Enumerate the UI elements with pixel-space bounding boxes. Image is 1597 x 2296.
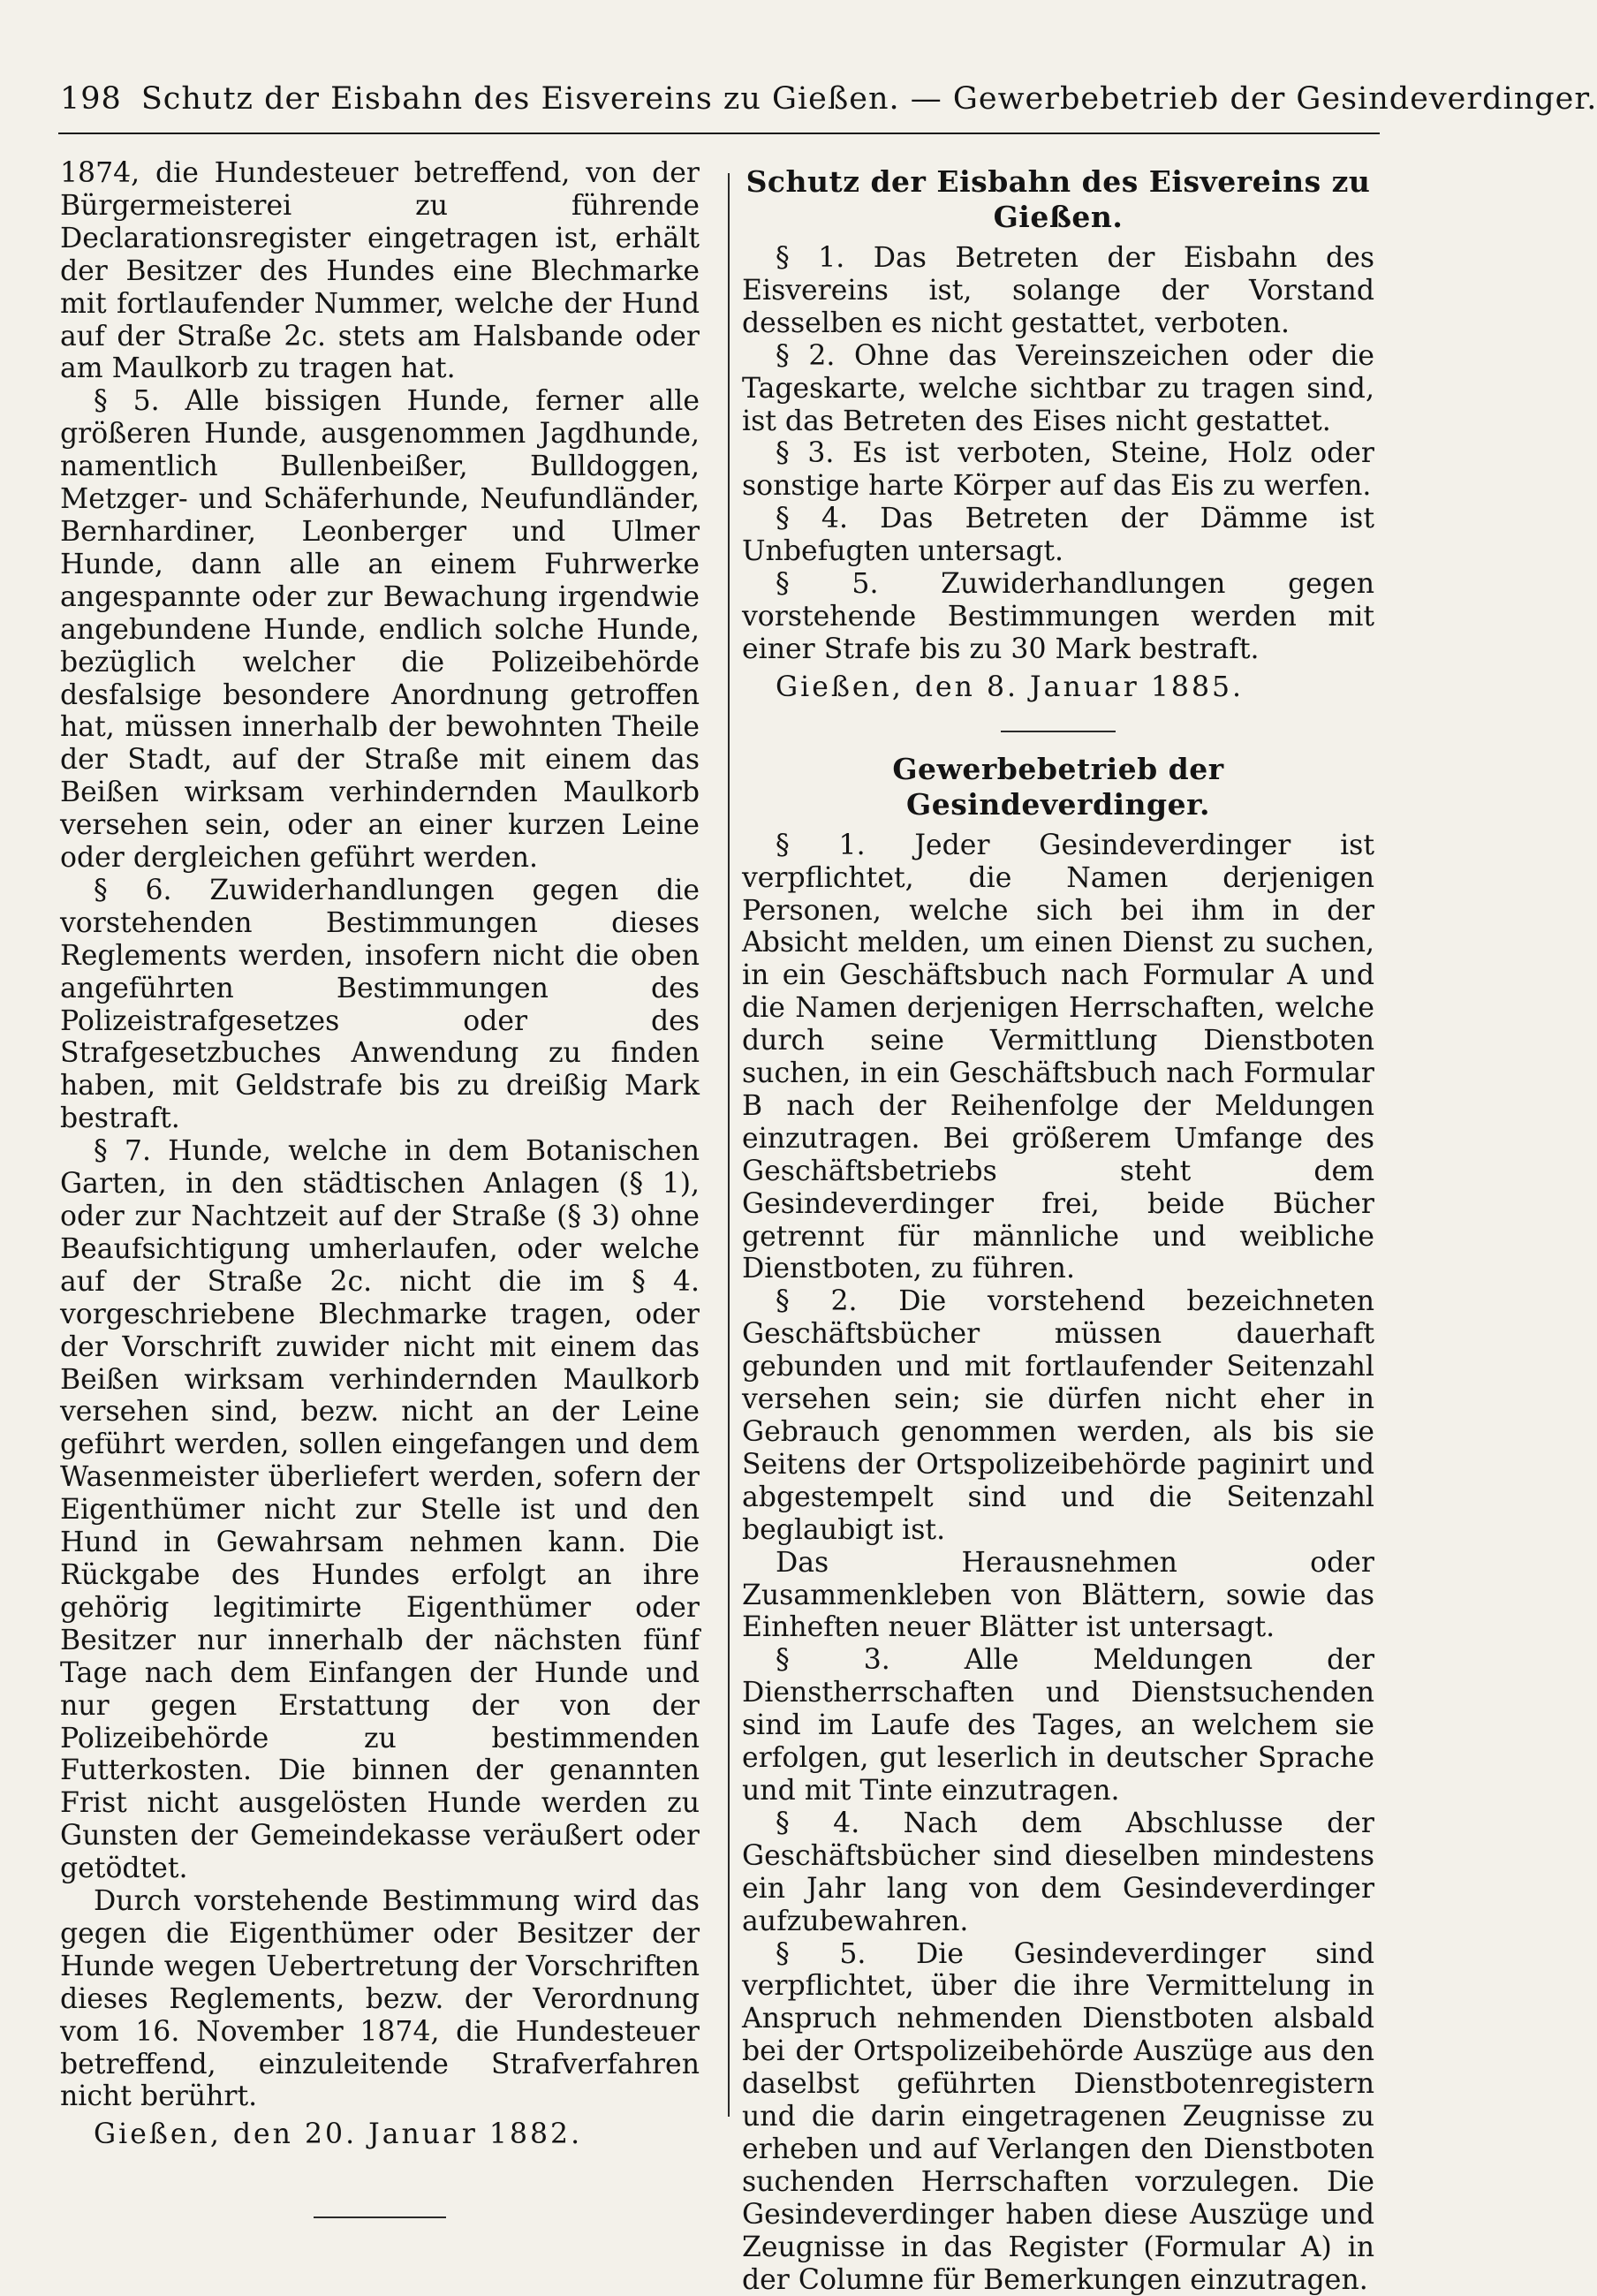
paragraph-section-4: § 4. Das Betreten der Dämme ist Unbefugten untersagt. <box>742 503 1374 568</box>
column-divider <box>728 173 730 2117</box>
paragraph-unnumbered: Das Herausnehmen oder Zusammenkleben von Blättern, sowie das Einheften neuer Blätter ist untersagt. <box>742 1547 1374 1645</box>
paragraph-section-7: § 7. Hunde, welche in dem Botanischen Garten, in den städtischen Anlagen (§ 1), oder zur Nachtzeit auf der Straße (§ 3) ohne Beaufsichtigung umherlaufen, oder welche auf der Straße 2c. nicht die im § 4. vorgeschriebene Blechmarke tragen, oder der Vorschrift zuwider nicht mit einem das Beißen wirksam verhindernden Maulkorb versehen sind, bezw. nicht an der Leine geführt werden, sollen eingefangen und dem Wasenmeister überliefert werden, sofern der Eigenthümer nicht zur Stelle ist und den Hund in Gewahrsam nehmen kann. Die Rückgabe des Hundes erfolgt an ihre gehörig legitimirte Eigenthümer oder Besitzer nur innerhalb der nächsten fünf Tage nach dem Einfangen der Hunde und nur gegen Erstattung der von der Polizeibehörde zu bestimmenden Futterkosten. Die binnen der genannten Frist nicht ausgelösten Hunde werden zu Gunsten der Gemeindekasse veräußert oder getödtet. <box>60 1135 700 1885</box>
section-heading: Gewerbebetrieb der Gesindeverdinger. <box>742 752 1374 822</box>
signature-date: Gießen, den 20. Januar 1882. <box>60 2118 700 2151</box>
paragraph-section-2: § 2. Die vorstehend bezeichneten Geschäftsbücher müssen dauerhaft gebunden und mit fortlaufender Seitenzahl versehen sein; sie dürfen nicht eher in Gebrauch genommen werden, als bis sie Seitens der Ortspolizeibehörde paginirt und abgestempelt sind und die Seitenzahl beglaubigt ist. <box>742 1285 1374 1546</box>
section-heading: Schutz der Eisbahn des Eisvereins zu Gießen. <box>742 164 1374 235</box>
paragraph-section-5: § 5. Zuwiderhandlungen gegen vorstehende Bestimmungen werden mit einer Strafe bis zu 30 Mark bestraft. <box>742 568 1374 666</box>
left-column <box>60 157 700 2218</box>
running-header <box>60 81 1378 117</box>
paragraph-section-5: § 5. Die Gesindeverdinger sind verpflichtet, über die ihre Vermittelung in Anspruch nehmenden Dienstboten alsbald bei der Ortspolizeibehörde Auszüge aus den daselbst geführten Dienstbotenregistern und die darin eingetragenen Zeugnisse zu erheben und auf Verlangen den Dienstboten suchenden Herrschaften vorzulegen. Die Gesindeverdinger haben diese Auszüge und Zeugnisse in das Register (Formular A) in der Columne für Bemerkungen einzutragen. <box>742 1938 1374 2296</box>
paragraph-section-6: § 6. Zuwiderhandlungen gegen die vorstehenden Bestimmungen dieses Reglements werden, insofern nicht die oben angeführten Bestimmungen des Polizeistrafgesetzes oder des Strafgesetzbuches Anwendung zu finden haben, mit Geldstrafe bis zu dreißig Mark bestraft. <box>60 875 700 1135</box>
signature-date: Gießen, den 8. Januar 1885. <box>742 671 1374 704</box>
header-rule <box>58 133 1380 134</box>
paragraph-section-4: § 4. Nach dem Abschlusse der Geschäftsbücher sind dieselben mindestens ein Jahr lang von dem Gesindeverdinger aufzubewahren. <box>742 1807 1374 1938</box>
section-rule <box>1001 731 1116 732</box>
section-rule <box>314 2216 446 2218</box>
paragraph-section-5: § 5. Alle bissigen Hunde, ferner alle größeren Hunde, ausgenommen Jagdhunde, namentlich Bullenbeißer, Bulldoggen, Metzger- und Schäferhunde, Neufundländer, Bernhardiner, Leonberger und Ulmer Hunde, dann alle an einem Fuhrwerke angespannte oder zur Bewachung irgendwie angebundene Hunde, endlich solche Hunde, bezüglich welcher die Polizeibehörde desfalsige besondere Anordnung getroffen hat, müssen innerhalb der bewohnten Theile der Stadt, auf der Straße mit einem das Beißen wirksam verhindernden Maulkorb versehen sein, oder an einer kurzen Leine oder dergleichen geführt werden. <box>60 385 700 875</box>
paragraph-section-3: § 3. Es ist verboten, Steine, Holz oder sonstige harte Körper auf das Eis zu werfen. <box>742 437 1374 503</box>
paragraph-section-3: § 3. Alle Meldungen der Dienstherrschaften und Dienstsuchenden sind im Laufe des Tages, an welchem sie erfolgen, gut leserlich in deutscher Sprache und mit Tinte einzutragen. <box>742 1644 1374 1807</box>
paragraph-closing: Durch vorstehende Bestimmung wird das gegen die Eigenthümer oder Besitzer der Hunde wegen Uebertretung der Vorschriften dieses Reglements, bezw. der Verordnung vom 16. November 1874, die Hundesteuer betreffend, einzuleitende Strafverfahren nicht berührt. <box>60 1885 700 2113</box>
paragraph-section-1: § 1. Jeder Gesindeverdinger ist verpflichtet, die Namen derjenigen Personen, welche sich bei ihm in der Absicht melden, um einen Dienst zu suchen, in ein Geschäftsbuch nach Formular A und die Namen derjenigen Herrschaften, welche durch seine Vermittlung Dienstboten suchen, in ein Geschäftsbuch nach Formular B nach der Reihenfolge der Meldungen einzutragen. Bei größerem Umfange des Geschäftsbetriebs steht dem Gesindeverdinger frei, beide Bücher getrennt für männliche und weibliche Dienstboten, zu führen. <box>742 830 1374 1286</box>
running-title: Schutz der Eisbahn des Eisvereins zu Gießen. — Gewerbebetrieb der Gesindeverdinger. <box>141 81 1597 117</box>
page-number: 198 <box>60 81 122 117</box>
right-column <box>742 157 1374 2296</box>
paragraph-section-2: § 2. Ohne das Vereinszeichen oder die Tageskarte, welche sichtbar zu tragen sind, ist das Betreten des Eises nicht gestattet. <box>742 340 1374 438</box>
paragraph-continuation: 1874, die Hundesteuer betreffend, von der Bürgermeisterei zu führende Declarationsregister eingetragen ist, erhält der Besitzer des Hundes eine Blechmarke mit fortlaufender Nummer, welche der Hund auf der Straße 2c. stets am Halsbande oder am Maulkorb zu tragen hat. <box>60 157 700 385</box>
paragraph-section-1: § 1. Das Betreten der Eisbahn des Eisvereins ist, solange der Vorstand desselben es nicht gestattet, verboten. <box>742 242 1374 340</box>
